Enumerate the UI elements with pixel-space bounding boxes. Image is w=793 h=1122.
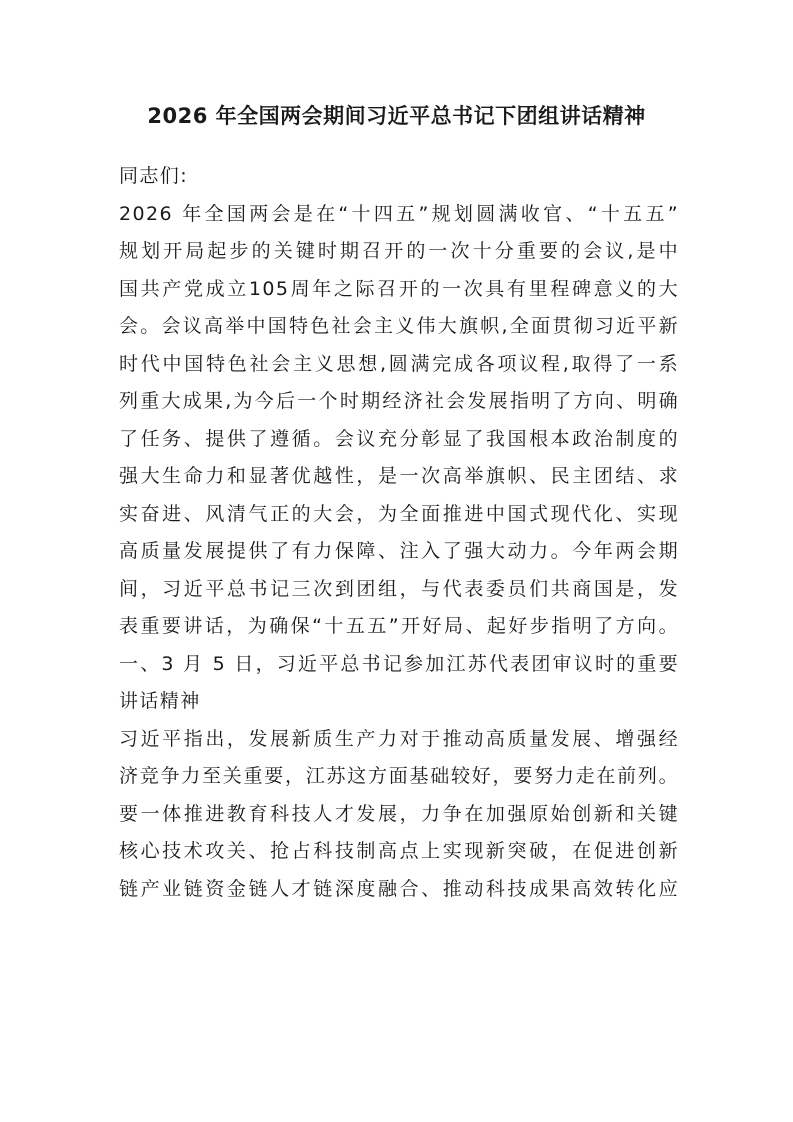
paragraph-line: 规划开局起步的关键时期召开的一次十分重要的会议,是中 [119,240,679,262]
paragraph-line: 会。会议高举中国特色社会主义伟大旗帜,全面贯彻习近平新 [119,315,679,337]
paragraph-line: 国共产党成立105周年之际召开的一次具有里程碑意义的大 [119,277,679,300]
section-heading-line: 一、3 月 5 日，习近平总书记参加江苏代表团审议时的重要 [119,652,679,675]
paragraph-line: 间，习近平总书记三次到团组，与代表委员们共商国是，发 [119,577,679,600]
paragraph-line: 列重大成果,为今后一个时期经济社会发展指明了方向、明确 [119,390,679,412]
paragraph-line: 表重要讲话，为确保“十五五”开好局、起好步指明了方向。 [119,615,679,637]
paragraph-line: 实奋进、风清气正的大会，为全面推进中国式现代化、实现 [119,502,679,525]
salutation-line: 同志们: [119,165,189,187]
paragraph-line: 济竞争力至关重要，江苏这方面基础较好，要努力走在前列。 [119,765,679,787]
document-title: 2026 年全国两会期间习近平总书记下团组讲话精神 [147,104,646,128]
paragraph-line: 核心技术攻关、抢占科技制高点上实现新突破，在促进创新 [119,840,679,862]
paragraph-line: 链产业链资金链人才链深度融合、推动科技成果高效转化应 [119,877,679,900]
paragraph-line: 强大生命力和显著优越性，是一次高举旗帜、民主团结、求 [119,465,679,487]
paragraph-line: 要一体推进教育科技人才发展，力争在加强原始创新和关键 [119,802,679,825]
paragraph-line: 习近平指出，发展新质生产力对于推动高质量发展、增强经 [119,727,679,750]
paragraph-line: 高质量发展提供了有力保障、注入了强大动力。今年两会期 [119,540,679,562]
paragraph-line: 2026 年全国两会是在“十四五”规划圆满收官、“十五五” [119,202,679,225]
section-heading-line: 讲话精神 [119,690,201,712]
paragraph-line: 时代中国特色社会主义思想,圆满完成各项议程,取得了一系 [119,352,679,375]
paragraph-line: 了任务、提供了遵循。会议充分彰显了我国根本政治制度的 [119,427,679,450]
document-body [119,158,679,908]
